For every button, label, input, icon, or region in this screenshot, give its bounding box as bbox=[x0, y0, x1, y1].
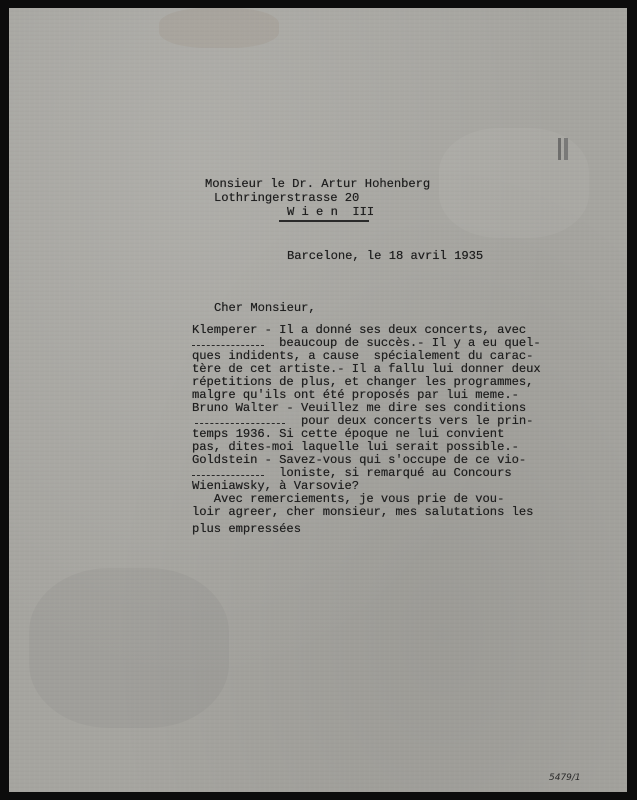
body-line: Goldstein - Savez-vous qui s'occupe de ce vio- bbox=[192, 453, 527, 467]
salutation: Cher Monsieur, bbox=[214, 301, 316, 315]
recipient-city: W i e n III bbox=[287, 205, 375, 219]
body-line: Avec remerciements, je vous prie de vou- bbox=[192, 492, 505, 506]
archive-number: 5479/1 bbox=[549, 773, 581, 783]
body-line: loniste, si remarqué au Concours bbox=[192, 466, 512, 480]
body-line: beaucoup de succès.- Il y a eu quel- bbox=[192, 336, 541, 350]
body-line: tère de cet artiste.- Il a fallu lui donner deux bbox=[192, 362, 541, 376]
date-line: Barcelone, le 18 avril 1935 bbox=[287, 249, 484, 263]
body-line: Bruno Walter - Veuillez me dire ses conditions bbox=[192, 401, 527, 415]
body-line: malgre qu'ils ont été proposés par lui meme.- bbox=[192, 388, 519, 402]
address-underline bbox=[279, 220, 369, 222]
recipient-name: Monsieur le Dr. Artur Hohenberg bbox=[205, 177, 431, 191]
body-line: Klemperer - Il a donné ses deux concerts, avec bbox=[192, 323, 527, 337]
margin-mark bbox=[558, 138, 568, 160]
body-line: ques indidents, a cause spécialement du carac- bbox=[192, 349, 534, 363]
body-line: répetitions de plus, et changer les programmes, bbox=[192, 375, 534, 389]
recipient-street: Lothringerstrasse 20 bbox=[214, 191, 360, 205]
body-line: pas, dites-moi laquelle lui serait possible.- bbox=[192, 440, 519, 454]
closing: plus empressées bbox=[192, 522, 301, 536]
body-line: pour deux concerts vers le prin- bbox=[192, 414, 534, 428]
body-line: Wieniawsky, à Varsovie? bbox=[192, 479, 360, 493]
body-line: loir agreer, cher monsieur, mes salutations les bbox=[192, 505, 534, 519]
body-line: temps 1936. Si cette époque ne lui convient bbox=[192, 427, 505, 441]
